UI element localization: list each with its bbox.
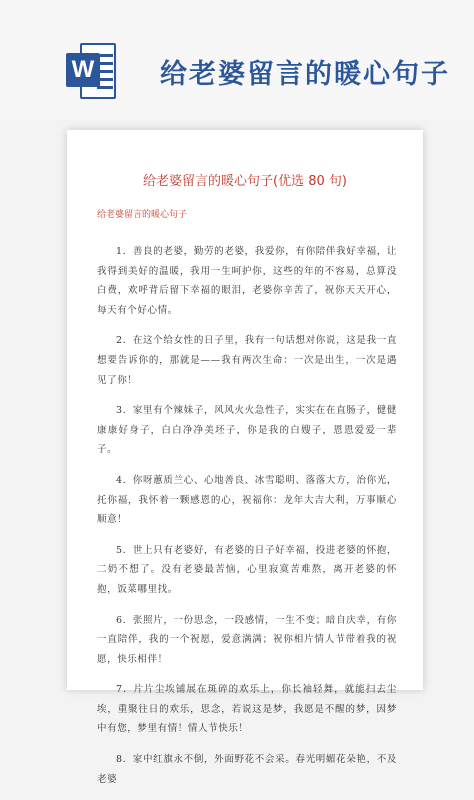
document-title: 给老婆留言的暖心句子(优选 80 句)	[143, 174, 347, 189]
word-badge: W	[66, 53, 100, 87]
paragraph: 1．善良的老婆，勤劳的老婆，我爱你，有你陪伴我好幸福，让我得到美好的温暖，我用一生呵护你，这些的年的不容易，总算没白费，欢呼背后留下幸福的眼泪，老婆你辛苦了，祝你天天开心，每天有个好心情。	[97, 246, 397, 316]
word-document-icon	[66, 41, 118, 101]
paragraph: 3．家里有个辣妹子，风风火火急性子，实实在在直肠子，健健康康好身子，白白净净美坯子，你是我的白嫂子，恩恩爱爱一辈子。	[97, 405, 397, 456]
page-title: 给老婆留言的暖心句子	[160, 59, 450, 90]
paragraph: 2．在这个给女性的日子里，我有一句话想对你说，这是我一直想要告诉你的，那就是——我有两次生命：一次是出生，一次是遇见了你！	[97, 335, 397, 386]
paragraph: 8．家中红旗永不倒，外面野花不会采。春光明媚花朵艳，不及老婆	[97, 754, 397, 785]
paragraph: 4．你呀蕙质兰心、心地善良、冰雪聪明、落落大方，治你光，托你福，我怀着一颗感恩的心，祝福你：龙年大吉大利，万事顺心顺意！	[97, 474, 397, 526]
paragraph: 7．片片尘埃铺展在斑碎的欢乐上，你长袖轻舞，就能扫去尘埃，重聚往日的欢乐，思念，若说这是梦，我愿是不醒的梦，因梦中有您，梦里有情！情人节快乐！	[97, 684, 397, 735]
header-banner	[0, 0, 474, 120]
paragraph: 5．世上只有老婆好，有老婆的日子好幸福，投进老婆的怀抱，二奶不想了。没有老婆最苦恼，心里寂寞苦难熬，离开老婆的怀抱，饭菜哪里找。	[97, 544, 397, 595]
document-body	[97, 242, 397, 800]
document-page	[67, 130, 423, 785]
section-heading: 给老婆留言的暖心句子	[97, 210, 188, 220]
paragraph: 6．张照片，一份思念，一段感情，一生不变；暗自庆幸，有你一直陪伴，我的一个祝愿，爱意满满；祝你相片情人节带着我的祝愿，快乐相伴！	[97, 614, 397, 665]
